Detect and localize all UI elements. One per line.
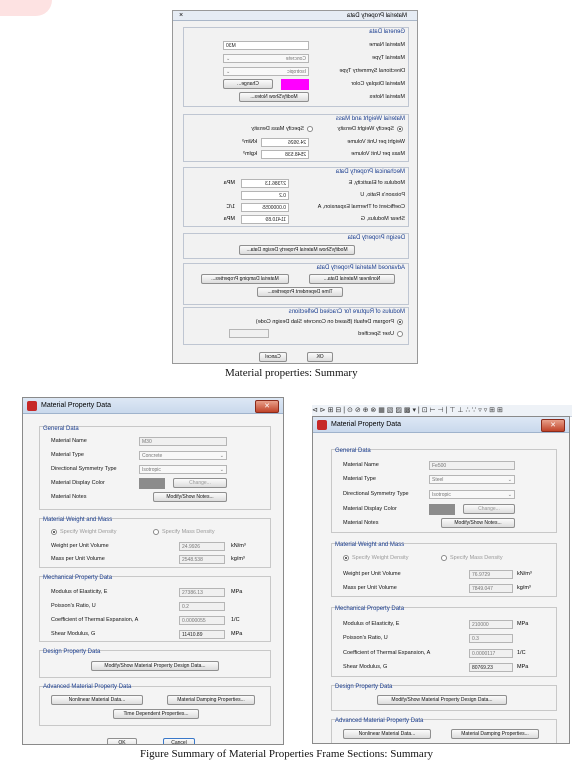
- material-type-label: Material Type: [343, 476, 376, 482]
- cancel-button[interactable]: Cancel: [163, 738, 195, 745]
- mass-input[interactable]: 2548.538: [179, 555, 225, 564]
- bottom-figure-caption: Figure Summary of Material Properties Frame Sections: Summary: [140, 748, 433, 760]
- program-default-radio[interactable]: [397, 319, 403, 325]
- symmetry-label: Directional Symmetry Type: [343, 491, 409, 497]
- mass-unit: kg/m³: [517, 585, 531, 591]
- close-icon[interactable]: ✕: [255, 400, 279, 413]
- design-data-button[interactable]: Modify/Show Material Property Design Data...: [377, 695, 507, 705]
- symmetry-select[interactable]: Isotropic ⌄: [223, 67, 309, 76]
- mass-unit: kg/m³: [243, 151, 257, 157]
- poisson-input[interactable]: 0.3: [469, 634, 513, 643]
- color-swatch[interactable]: [281, 79, 309, 90]
- thermal-unit: 1/C: [231, 617, 240, 623]
- color-swatch[interactable]: [429, 504, 455, 515]
- elasticity-input[interactable]: 210000: [469, 620, 513, 629]
- weight-input[interactable]: 24.9926: [179, 542, 225, 551]
- poisson-input[interactable]: 0.2: [241, 191, 289, 200]
- thermal-label: Coefficient of Thermal Expansion, A: [51, 617, 139, 623]
- specify-weight-radio[interactable]: [343, 555, 349, 561]
- material-type-select[interactable]: Concrete ⌄: [223, 54, 309, 63]
- dialog-title: Material Property Data: [331, 421, 402, 428]
- weight-mass-header: Material Weight and Mass: [43, 517, 113, 523]
- user-specified-input[interactable]: [229, 329, 269, 338]
- elasticity-unit: MPa: [231, 589, 243, 595]
- material-name-input[interactable]: M30: [139, 437, 227, 446]
- weight-mass-header: Material Weight and Mass: [335, 116, 405, 122]
- rupture-header: Modulus of Rupture for Cracked Deflections: [288, 309, 405, 315]
- poisson-label: Poisson's Ratio, U: [360, 192, 405, 198]
- poisson-label: Poisson's Ratio, U: [51, 603, 96, 609]
- nonlinear-button[interactable]: Nonlinear Material Data...: [51, 695, 143, 705]
- damping-button[interactable]: Material Damping Properties...: [201, 274, 289, 284]
- change-color-button[interactable]: Change...: [173, 478, 227, 488]
- poisson-input[interactable]: 0.2: [179, 602, 225, 611]
- advanced-header: Advanced Material Property Data: [43, 684, 132, 690]
- mechanical-header: Mechanical Property Data: [43, 575, 113, 581]
- display-color-label: Material Display Color: [343, 506, 397, 512]
- elasticity-label: Modulus of Elasticity, E: [51, 589, 108, 595]
- mass-label: Mass per Unit Volume: [51, 556, 105, 562]
- elasticity-input[interactable]: 27386.13: [179, 588, 225, 597]
- shear-input[interactable]: 80769.23: [469, 663, 513, 672]
- display-color-label: Material Display Color: [51, 480, 105, 486]
- chevron-down-icon: ⌄: [219, 453, 224, 459]
- shear-unit: MPa: [517, 664, 529, 670]
- mass-label: Mass per Unit Volume: [343, 585, 397, 591]
- general-data-header: General Data: [369, 29, 405, 35]
- dialog-title: Material Property Data: [41, 402, 112, 409]
- chevron-down-icon: ⌄: [226, 56, 231, 62]
- program-default-label: Program Default (Based on Concrete Slab Design Code): [255, 319, 394, 325]
- thermal-unit: 1/C: [517, 650, 526, 656]
- mass-input[interactable]: 7849.047: [469, 584, 513, 593]
- specify-mass-label: Specify Mass Density: [251, 126, 304, 132]
- chevron-down-icon: ⌄: [226, 69, 231, 75]
- weight-label: Weight per Unit Volume: [347, 139, 405, 145]
- weight-unit: kN/m³: [231, 543, 246, 549]
- mechanical-header: Mechanical Property Data: [335, 169, 405, 175]
- design-header: Design Property Data: [335, 684, 393, 690]
- specify-mass-radio[interactable]: [153, 529, 159, 535]
- ok-button[interactable]: OK: [107, 738, 137, 745]
- elasticity-unit: MPa: [223, 180, 235, 186]
- notes-button[interactable]: Modify/Show Notes...: [441, 518, 515, 528]
- material-type-select[interactable]: Concrete ⌄: [139, 451, 227, 460]
- design-data-button[interactable]: Modify/Show Material Property Design Data...: [239, 245, 355, 255]
- background-toolbar: ⊲ ⊳ ⊞ ⊟ | ⊙ ⊘ ⊕ ⊗ ▦ ▧ ▨ ▩ ▾ | ⊡ ⊢ ⊣ | ⊤ ⊥ ∴ ∵ ▿ ▿ ⊞ ⊞: [312, 405, 572, 417]
- specify-mass-label: Specify Mass Density: [162, 529, 215, 535]
- specify-mass-radio[interactable]: [441, 555, 447, 561]
- material-type-select[interactable]: Steel ⌄: [429, 475, 515, 484]
- weight-unit: kN/m³: [242, 139, 257, 145]
- chevron-down-icon: ⌄: [507, 492, 512, 498]
- corner-logo-fragment: [0, 0, 52, 16]
- damping-button[interactable]: Material Damping Properties...: [167, 695, 255, 705]
- specify-weight-radio[interactable]: [397, 126, 403, 132]
- advanced-header: Advanced Material Property Data: [316, 265, 405, 271]
- mass-unit: kg/m³: [231, 556, 245, 562]
- dialog-title: Material Property Data: [346, 13, 407, 19]
- shear-input[interactable]: 11410.89: [241, 215, 289, 224]
- notes-button[interactable]: Modify/Show Notes...: [239, 92, 309, 102]
- mass-label: Mass per Unit Volume: [351, 151, 405, 157]
- nonlinear-button[interactable]: Nonlinear Material Data...: [309, 274, 395, 284]
- symmetry-label: Directional Symmetry Type: [339, 68, 405, 74]
- chevron-down-icon: ⌄: [219, 467, 224, 473]
- elasticity-label: Modulus of Elasticity, E: [348, 180, 405, 186]
- material-notes-label: Material Notes: [369, 94, 405, 100]
- top-figure-caption: Material properties: Summary: [225, 367, 358, 379]
- change-color-button[interactable]: Change...: [223, 79, 273, 89]
- weight-label: Weight per Unit Volume: [343, 571, 401, 577]
- elasticity-input[interactable]: 27386.13: [241, 179, 289, 188]
- weight-unit: kN/m³: [517, 571, 532, 577]
- weight-mass-header: Material Weight and Mass: [335, 542, 405, 548]
- design-header: Design Property Data: [43, 649, 101, 655]
- close-icon[interactable]: ✕: [541, 419, 565, 432]
- user-specified-label: User Specified: [358, 331, 394, 337]
- material-name-input[interactable]: Fe500: [429, 461, 515, 470]
- material-name-label: Material Name: [369, 42, 405, 48]
- thermal-label: Coefficient of Thermal Expansion, A: [317, 204, 405, 210]
- symmetry-select[interactable]: Isotropic ⌄: [429, 490, 515, 499]
- shear-unit: MPa: [223, 216, 235, 222]
- specify-weight-label: Specify Weight Density: [337, 126, 394, 132]
- symmetry-label: Directional Symmetry Type: [51, 466, 117, 472]
- thermal-unit: 1/C: [226, 204, 235, 210]
- mass-input[interactable]: 2548.538: [261, 150, 309, 159]
- app-icon: [317, 420, 327, 430]
- specify-weight-label: Specify Weight Density: [60, 529, 117, 535]
- weight-label: Weight per Unit Volume: [51, 543, 109, 549]
- shear-label: Shear Modulus, G: [343, 664, 388, 670]
- design-data-button[interactable]: Modify/Show Material Property Design Data...: [91, 661, 219, 671]
- user-specified-radio[interactable]: [397, 331, 403, 337]
- advanced-header: Advanced Material Property Data: [335, 718, 424, 724]
- shear-input[interactable]: 11410.89: [179, 630, 225, 639]
- time-dependent-button[interactable]: Time Dependent Properties...: [257, 287, 343, 297]
- left-material-dialog: [22, 397, 284, 745]
- color-swatch[interactable]: [139, 478, 165, 489]
- title-bar: [173, 11, 418, 21]
- shear-unit: MPa: [231, 631, 243, 637]
- specify-mass-radio[interactable]: [307, 126, 313, 132]
- material-name-label: Material Name: [51, 438, 87, 444]
- elasticity-label: Modulus of Elasticity, E: [343, 621, 400, 627]
- notes-button[interactable]: Modify/Show Notes...: [153, 492, 227, 502]
- shear-label: Shear Modulus, G: [51, 631, 96, 637]
- specify-mass-label: Specify Mass Density: [450, 555, 503, 561]
- thermal-input[interactable]: 0.0000117: [469, 649, 513, 658]
- weight-input[interactable]: 76.9729: [469, 570, 513, 579]
- poisson-label: Poisson's Ratio, U: [343, 635, 388, 641]
- change-color-button[interactable]: Change...: [463, 504, 515, 514]
- material-notes-label: Material Notes: [51, 494, 87, 500]
- display-color-label: Material Display Color: [351, 81, 405, 87]
- specify-weight-label: Specify Weight Density: [352, 555, 409, 561]
- shear-label: Shear Modulus, G: [360, 216, 405, 222]
- advanced-group: [39, 686, 271, 726]
- general-data-header: General Data: [43, 426, 79, 432]
- right-material-dialog: [312, 416, 570, 744]
- title-bar: [313, 417, 569, 433]
- design-header: Design Property Data: [347, 235, 405, 241]
- material-type-label: Material Type: [372, 55, 405, 61]
- thermal-label: Coefficient of Thermal Expansion, A: [343, 650, 431, 656]
- time-dependent-button[interactable]: Time Dependent Properties...: [113, 709, 199, 719]
- mechanical-header: Mechanical Property Data: [335, 606, 405, 612]
- title-bar: [23, 398, 283, 414]
- elasticity-unit: MPa: [517, 621, 529, 627]
- material-name-input[interactable]: M30: [223, 41, 309, 50]
- specify-weight-radio[interactable]: [51, 529, 57, 535]
- cancel-button[interactable]: Cancel: [259, 352, 287, 362]
- chevron-down-icon: ⌄: [507, 477, 512, 483]
- material-name-label: Material Name: [343, 462, 379, 468]
- symmetry-select[interactable]: Isotropic ⌄: [139, 465, 227, 474]
- damping-button[interactable]: Material Damping Properties...: [451, 729, 539, 739]
- nonlinear-button[interactable]: Nonlinear Material Data...: [343, 729, 431, 739]
- close-icon[interactable]: ×: [179, 12, 184, 19]
- general-data-header: General Data: [335, 448, 371, 454]
- thermal-input[interactable]: 0.0000055: [241, 203, 289, 212]
- top-material-dialog: [172, 10, 418, 364]
- material-type-label: Material Type: [51, 452, 84, 458]
- material-notes-label: Material Notes: [343, 520, 379, 526]
- app-icon: [27, 401, 37, 411]
- ok-button[interactable]: OK: [307, 352, 333, 362]
- thermal-input[interactable]: 0.0000055: [179, 616, 225, 625]
- weight-input[interactable]: 24.9926: [261, 138, 309, 147]
